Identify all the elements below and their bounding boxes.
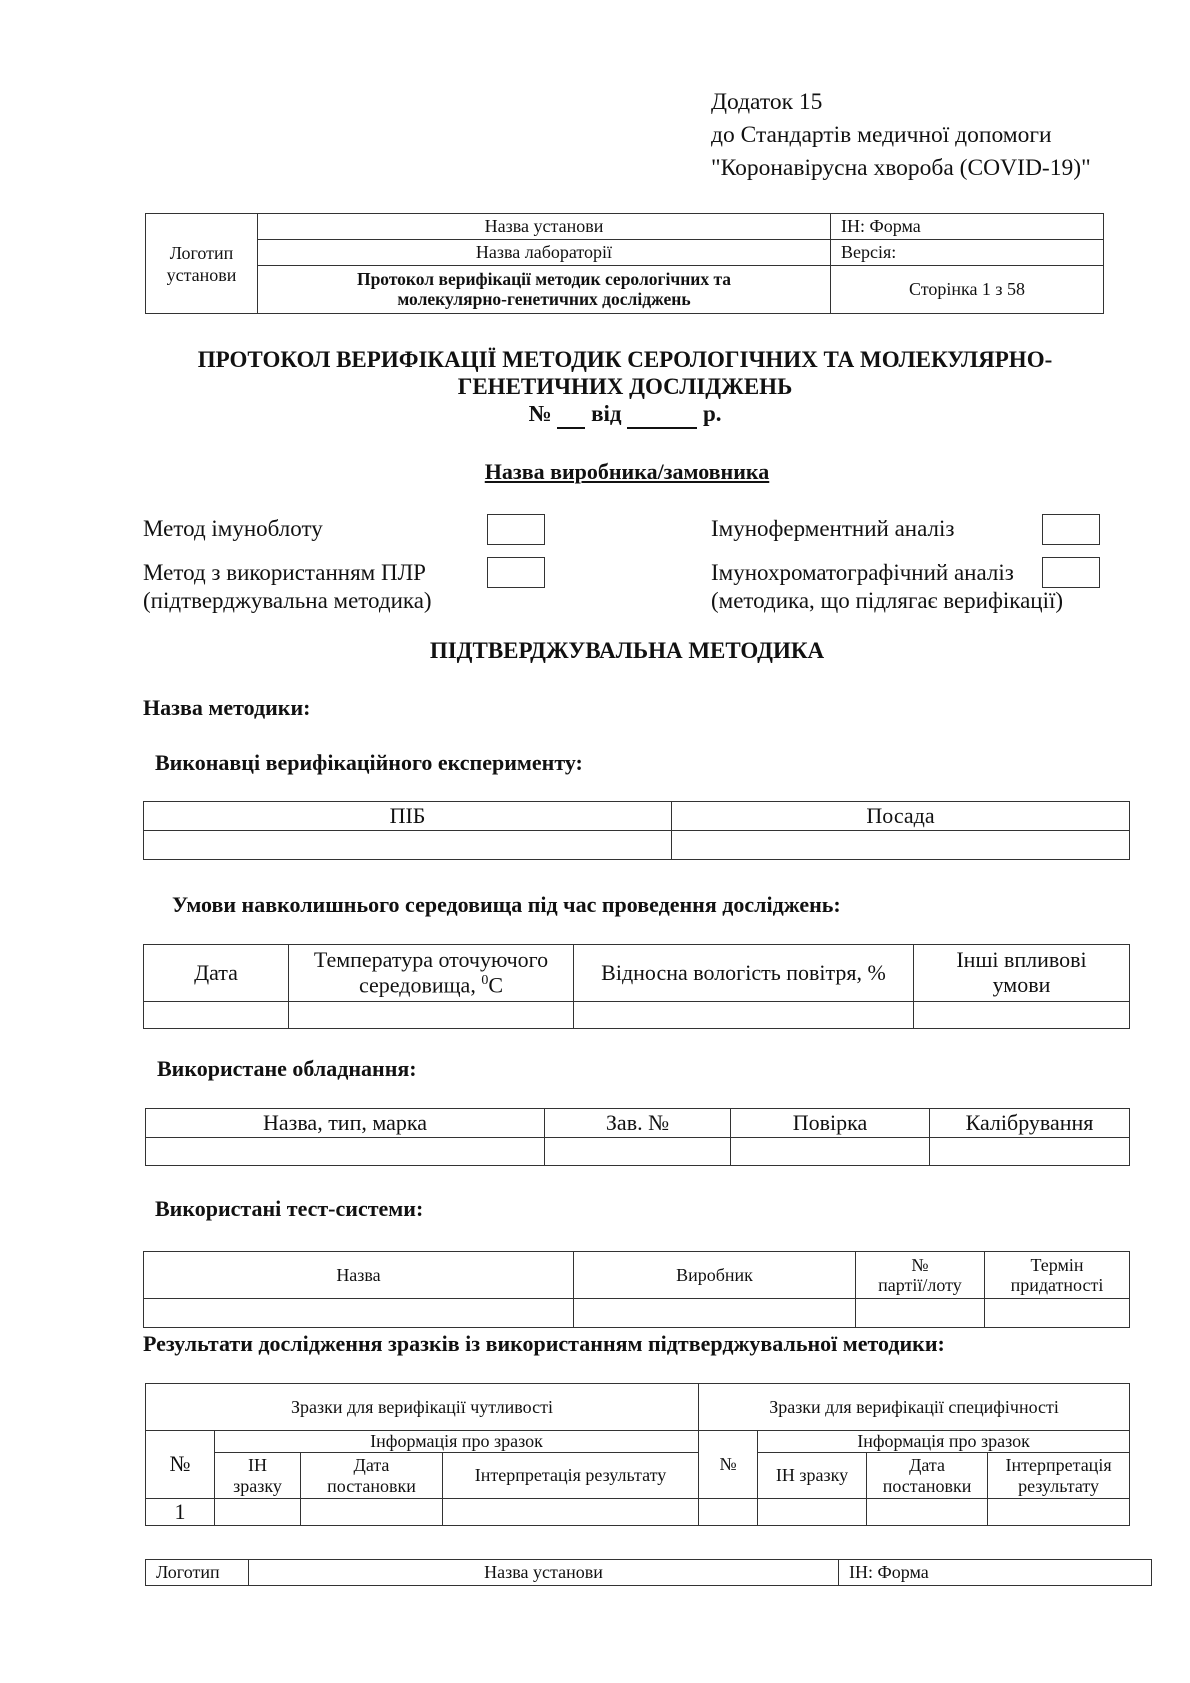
method-immunoblot-label: Метод імуноблоту <box>143 516 323 541</box>
footer-institution-cell: Назва установи <box>249 1560 839 1586</box>
method-pcr-checkbox[interactable] <box>487 557 545 588</box>
col-header-other-conditions: Інші впливові умови <box>914 945 1130 1002</box>
col-header-lot <box>856 1252 985 1299</box>
page-number-cell: Сторінка 1 з 58 <box>831 266 1104 314</box>
lot-line-2: партії/лоту <box>878 1275 962 1295</box>
col-header-calibration: Калібрування <box>930 1109 1130 1138</box>
spec-row-1-date[interactable] <box>867 1499 988 1526</box>
performers-table <box>143 801 1130 860</box>
col-header-pib: ПІБ <box>144 802 672 831</box>
sens-row-1-interpretation[interactable] <box>443 1499 699 1526</box>
sens-row-1-date[interactable] <box>301 1499 443 1526</box>
sens-row-1-id[interactable] <box>215 1499 301 1526</box>
col-header-date: Дата <box>144 945 289 1002</box>
method-ict-label: Імунохроматографічний аналіз <box>711 560 1014 585</box>
test-manufacturer-cell[interactable] <box>574 1299 856 1328</box>
sens-row-1-num: 1 <box>146 1499 215 1526</box>
sens-num-header: № <box>146 1431 215 1499</box>
col-header-verification: Повірка <box>731 1109 930 1138</box>
test-systems-label: Використані тест-системи: <box>155 1196 424 1221</box>
annex-line-2: до Стандартів медичної допомоги <box>711 122 1052 148</box>
annex-line-1: Додаток 15 <box>711 89 823 115</box>
sens-sample-info-header: Інформація про зразок <box>215 1431 699 1453</box>
test-expiry-cell[interactable] <box>985 1299 1130 1328</box>
footer-form-cell: ІН: Форма <box>839 1560 1152 1586</box>
institution-name-cell: Назва установи <box>258 214 831 240</box>
document-header-table <box>145 213 1104 314</box>
form-id-cell: ІН: Форма <box>831 214 1104 240</box>
results-table <box>145 1383 1130 1526</box>
spec-date-header: Дата постановки <box>867 1453 988 1499</box>
col-header-equipment-name: Назва, тип, марка <box>146 1109 545 1138</box>
temperature-unit: С <box>488 972 504 998</box>
lot-line-1: № <box>911 1254 929 1275</box>
protocol-title <box>130 346 1120 429</box>
version-cell: Версія: <box>831 240 1104 266</box>
date-prefix: від <box>591 401 622 426</box>
performer-position-cell[interactable] <box>672 831 1130 860</box>
logo-cell: Логотип установи <box>146 214 258 314</box>
sens-date-header: Дата постановки <box>301 1453 443 1499</box>
test-lot-cell[interactable] <box>856 1299 985 1328</box>
confirm-method-note: (підтверджувальна методика) <box>143 588 432 613</box>
environment-label: Умови навколишнього середовища під час проведення досліджень: <box>172 892 841 917</box>
method-elisa-label: Імуноферментний аналіз <box>711 516 955 541</box>
test-systems-table <box>143 1251 1130 1328</box>
title-number-line <box>130 400 1120 429</box>
title-line-2: ГЕНЕТИЧНИХ ДОСЛІДЖЕНЬ <box>457 374 793 399</box>
env-date-cell[interactable] <box>144 1002 289 1029</box>
col-header-temperature <box>289 945 574 1002</box>
equipment-serial-cell[interactable] <box>545 1138 731 1166</box>
temperature-degree: 0 <box>481 972 489 988</box>
equipment-name-cell[interactable] <box>146 1138 545 1166</box>
annex-block <box>711 86 1091 185</box>
number-sign: № <box>528 401 552 426</box>
test-name-cell[interactable] <box>144 1299 574 1328</box>
equipment-verification-cell[interactable] <box>731 1138 930 1166</box>
spec-num-header: № <box>699 1431 758 1499</box>
method-pcr-label: Метод з використанням ПЛР <box>143 560 426 585</box>
env-other-cell[interactable] <box>914 1002 1130 1029</box>
specificity-header: Зразки для верифікації специфічності <box>699 1384 1130 1431</box>
temperature-text: середовища, <box>358 972 476 998</box>
col-header-test-name: Назва <box>144 1252 574 1299</box>
footer-logo-cell: Логотип <box>146 1560 249 1586</box>
protocol-number-blank <box>557 400 585 429</box>
performer-pib-cell[interactable] <box>144 831 672 860</box>
env-humidity-cell[interactable] <box>574 1002 914 1029</box>
equipment-calibration-cell[interactable] <box>930 1138 1130 1166</box>
annex-line-3: "Коронавірусна хвороба (COVID-19)" <box>711 155 1091 181</box>
method-immunoblot-checkbox[interactable] <box>487 514 545 545</box>
sensitivity-header: Зразки для верифікації чутливості <box>146 1384 699 1431</box>
env-temp-cell[interactable] <box>289 1002 574 1029</box>
spec-row-1-interpretation[interactable] <box>988 1499 1130 1526</box>
results-label: Результати дослідження зразків із використанням підтверджувальної методики: <box>143 1331 945 1356</box>
year-suffix: р. <box>703 401 722 426</box>
verify-method-note: (методика, що підлягає верифікації) <box>711 588 1064 613</box>
method-name-label: Назва методики: <box>143 695 311 720</box>
spec-id-header: ІН зразку <box>758 1453 867 1499</box>
spec-interpretation-header: Інтерпретація результату <box>988 1453 1130 1499</box>
manufacturer-heading: Назва виробника/замовника <box>484 459 770 484</box>
protocol-name-cell: Протокол верифікації методик серологічних та молекулярно-генетичних досліджень <box>258 266 831 314</box>
confirm-method-section-title: ПІДТВЕРДЖУВАЛЬНА МЕТОДИКА <box>429 638 825 663</box>
spec-sample-info-header: Інформація про зразок <box>758 1431 1130 1453</box>
title-line-1: ПРОТОКОЛ ВЕРИФІКАЦІЇ МЕТОДИК СЕРОЛОГІЧНИХ ТА МОЛЕКУЛЯРНО- <box>197 347 1053 372</box>
sens-interpretation-header: Інтерпретація результату <box>443 1453 699 1499</box>
spec-row-1-id[interactable] <box>758 1499 867 1526</box>
footer-header-table <box>145 1559 1152 1586</box>
protocol-date-blank <box>627 400 697 429</box>
performers-label: Виконавці верифікаційного експерименту: <box>155 750 583 775</box>
equipment-label: Використане обладнання: <box>157 1056 417 1081</box>
temperature-line-2 <box>292 973 570 998</box>
col-header-test-manufacturer: Виробник <box>574 1252 856 1299</box>
equipment-table <box>145 1108 1130 1166</box>
laboratory-name-cell: Назва лабораторії <box>258 240 831 266</box>
col-header-humidity: Відносна вологість повітря, % <box>574 945 914 1002</box>
method-elisa-checkbox[interactable] <box>1042 514 1100 545</box>
environment-table <box>143 944 1130 1029</box>
col-header-position: Посада <box>672 802 1130 831</box>
col-header-expiry: Термін придатності <box>985 1252 1130 1299</box>
sens-id-header: ІН зразку <box>215 1453 301 1499</box>
temperature-line-1: Температура оточуючого <box>313 947 549 973</box>
method-ict-checkbox[interactable] <box>1042 557 1100 588</box>
spec-row-1-num[interactable] <box>699 1499 758 1526</box>
col-header-serial: Зав. № <box>545 1109 731 1138</box>
